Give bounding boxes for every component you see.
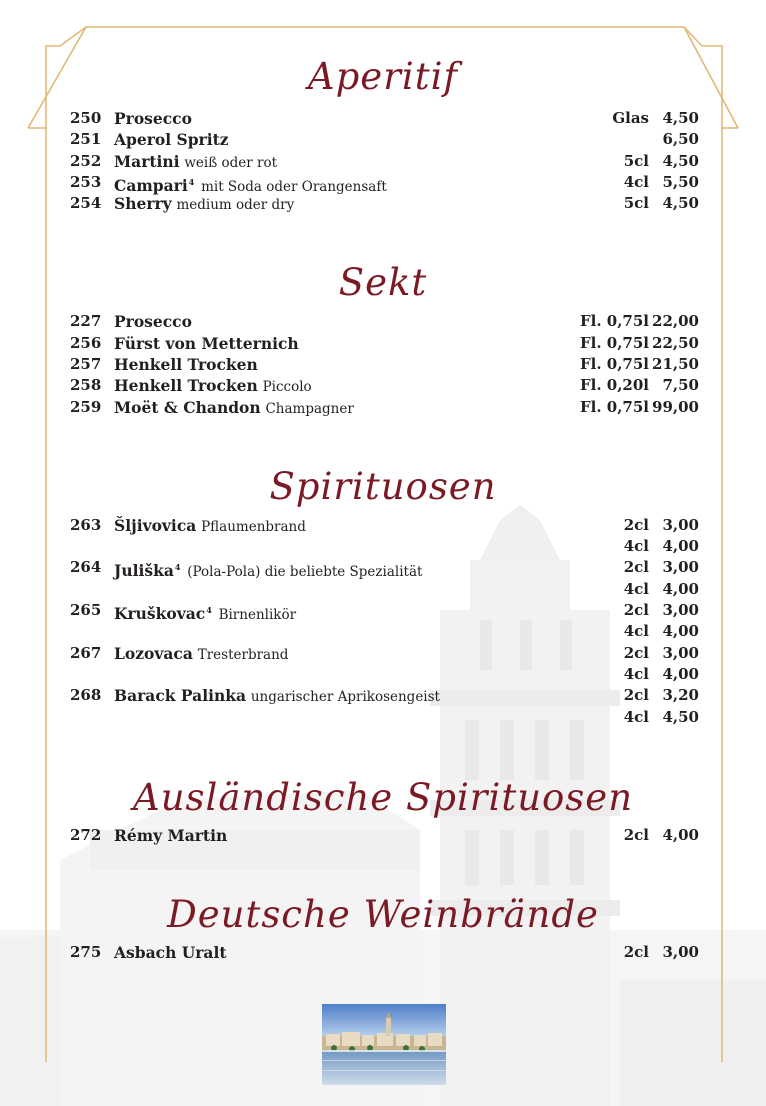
menu-item xyxy=(0,685,766,706)
item-name: Juliška$^4$ (Pola-Pola) die beliebte Spezialität xyxy=(114,561,423,580)
item-description: Piccolo xyxy=(262,379,312,395)
item-price: 22,50 xyxy=(652,334,699,352)
allergen-note: 4 xyxy=(174,562,181,572)
item-number: 254 xyxy=(70,194,102,212)
item-number: 227 xyxy=(70,312,102,330)
menu-item xyxy=(0,825,766,846)
item-number: 250 xyxy=(70,109,102,127)
item-number: 268 xyxy=(70,686,102,704)
section-heading-auslaendische-spirituosen: Ausländische Spirituosen xyxy=(132,776,634,819)
item-price: 22,00 xyxy=(652,312,699,330)
menu-item-size-row xyxy=(0,707,766,728)
allergen-note: 4 xyxy=(188,177,195,187)
menu-item-size-row xyxy=(0,536,766,557)
item-price: 3,00 xyxy=(662,644,699,662)
item-size: 2cl xyxy=(623,644,649,662)
item-number: 256 xyxy=(70,334,102,352)
item-description: Tresterbrand xyxy=(197,647,289,663)
item-name: Prosecco xyxy=(114,109,192,128)
item-price: 4,50 xyxy=(662,152,699,170)
item-number: 251 xyxy=(70,130,102,148)
menu-item xyxy=(0,375,766,396)
item-name: Moët & Chandon Champagner xyxy=(114,398,354,417)
item-size: 5cl xyxy=(623,152,649,170)
section-heading-sekt: Sekt xyxy=(338,261,428,304)
menu-item xyxy=(0,600,766,621)
section-heading-aperitif: Aperitif xyxy=(307,55,459,98)
item-name: Asbach Uralt xyxy=(114,943,227,962)
menu-item-size-row xyxy=(0,621,766,642)
item-price: 4,00 xyxy=(662,826,699,844)
item-description: weiß oder rot xyxy=(184,155,278,171)
item-name: Prosecco xyxy=(114,312,192,331)
menu-item xyxy=(0,354,766,375)
item-size: 4cl xyxy=(623,580,649,598)
item-number: 253 xyxy=(70,173,102,191)
item-size: 2cl xyxy=(623,601,649,619)
item-size: Fl. 0,75l xyxy=(579,355,649,373)
item-name: Henkell Trocken Piccolo xyxy=(114,376,312,395)
item-name: Barack Palinka ungarischer Aprikosengeist xyxy=(114,686,440,705)
item-number: 272 xyxy=(70,826,102,844)
menu-item xyxy=(0,151,766,172)
item-description: Champagner xyxy=(265,401,354,417)
menu-item xyxy=(0,397,766,418)
item-name: Lozovaca Tresterbrand xyxy=(114,644,289,663)
item-price: 5,50 xyxy=(662,173,699,191)
menu-item xyxy=(0,557,766,578)
item-price: 4,00 xyxy=(662,580,699,598)
item-price: 4,00 xyxy=(662,665,699,683)
item-name: Sherry medium oder dry xyxy=(114,194,295,213)
item-price: 7,50 xyxy=(662,376,699,394)
item-name: Campari$^4$ mit Soda oder Orangensaft xyxy=(114,176,387,195)
item-description: (Pola-Pola) die beliebte Spezialität xyxy=(187,564,423,580)
menu-item xyxy=(0,643,766,664)
item-number: 258 xyxy=(70,376,102,394)
item-price: 4,50 xyxy=(662,109,699,127)
item-name: Martini weiß oder rot xyxy=(114,152,278,171)
menu-item xyxy=(0,193,766,214)
item-description: Pflaumenbrand xyxy=(201,519,306,535)
item-size: 4cl xyxy=(623,622,649,640)
item-size: 2cl xyxy=(623,943,649,961)
item-name: Fürst von Metternich xyxy=(114,334,299,353)
item-number: 267 xyxy=(70,644,102,662)
item-name: Kruškovac$^4$ Birnenlikör xyxy=(114,604,297,623)
menu-item xyxy=(0,942,766,963)
menu-item xyxy=(0,333,766,354)
item-description: medium oder dry xyxy=(176,197,295,213)
item-price: 4,00 xyxy=(662,537,699,555)
item-size: Fl. 0,20l xyxy=(579,376,649,394)
menu-item xyxy=(0,108,766,129)
menu-item xyxy=(0,311,766,332)
item-name: Šljivovica Pflaumenbrand xyxy=(114,516,306,535)
item-number: 257 xyxy=(70,355,102,373)
item-price: 21,50 xyxy=(652,355,699,373)
item-price: 99,00 xyxy=(652,398,699,416)
item-price: 3,20 xyxy=(662,686,699,704)
item-price: 4,50 xyxy=(662,708,699,726)
section-heading-spirituosen: Spirituosen xyxy=(269,465,497,508)
item-size: 4cl xyxy=(623,708,649,726)
item-size: 2cl xyxy=(623,826,649,844)
item-size: 4cl xyxy=(623,537,649,555)
item-number: 275 xyxy=(70,943,102,961)
item-size: 2cl xyxy=(623,686,649,704)
menu-item xyxy=(0,515,766,536)
item-price: 4,00 xyxy=(662,622,699,640)
item-price: 3,00 xyxy=(662,558,699,576)
menu-item xyxy=(0,129,766,150)
item-description: mit Soda oder Orangensaft xyxy=(201,179,387,195)
item-name: Rémy Martin xyxy=(114,826,228,845)
item-price: 4,50 xyxy=(662,194,699,212)
item-size: 2cl xyxy=(623,558,649,576)
item-size: Glas xyxy=(612,109,649,127)
item-size: Fl. 0,75l xyxy=(579,334,649,352)
item-number: 265 xyxy=(70,601,102,619)
item-price: 3,00 xyxy=(662,943,699,961)
menu-item xyxy=(0,172,766,193)
item-size: Fl. 0,75l xyxy=(579,312,649,330)
item-number: 252 xyxy=(70,152,102,170)
item-size: 5cl xyxy=(623,194,649,212)
item-name: Aperol Spritz xyxy=(114,130,229,149)
item-size: Fl. 0,75l xyxy=(579,398,649,416)
item-price: 3,00 xyxy=(662,516,699,534)
item-price: 3,00 xyxy=(662,601,699,619)
item-number: 259 xyxy=(70,398,102,416)
item-price: 6,50 xyxy=(662,130,699,148)
item-size: 4cl xyxy=(623,665,649,683)
harbor-photo xyxy=(322,1004,446,1085)
item-number: 263 xyxy=(70,516,102,534)
item-size: 2cl xyxy=(623,516,649,534)
item-description: Birnenlikör xyxy=(218,607,297,623)
menu-item-size-row xyxy=(0,579,766,600)
item-description: ungarischer Aprikosengeist xyxy=(250,689,440,705)
menu-item-size-row xyxy=(0,664,766,685)
item-number: 264 xyxy=(70,558,102,576)
section-heading-deutsche-weinbraende: Deutsche Weinbrände xyxy=(167,893,599,936)
item-name: Henkell Trocken xyxy=(114,355,258,374)
allergen-note: 4 xyxy=(206,605,212,615)
item-size: 4cl xyxy=(623,173,649,191)
